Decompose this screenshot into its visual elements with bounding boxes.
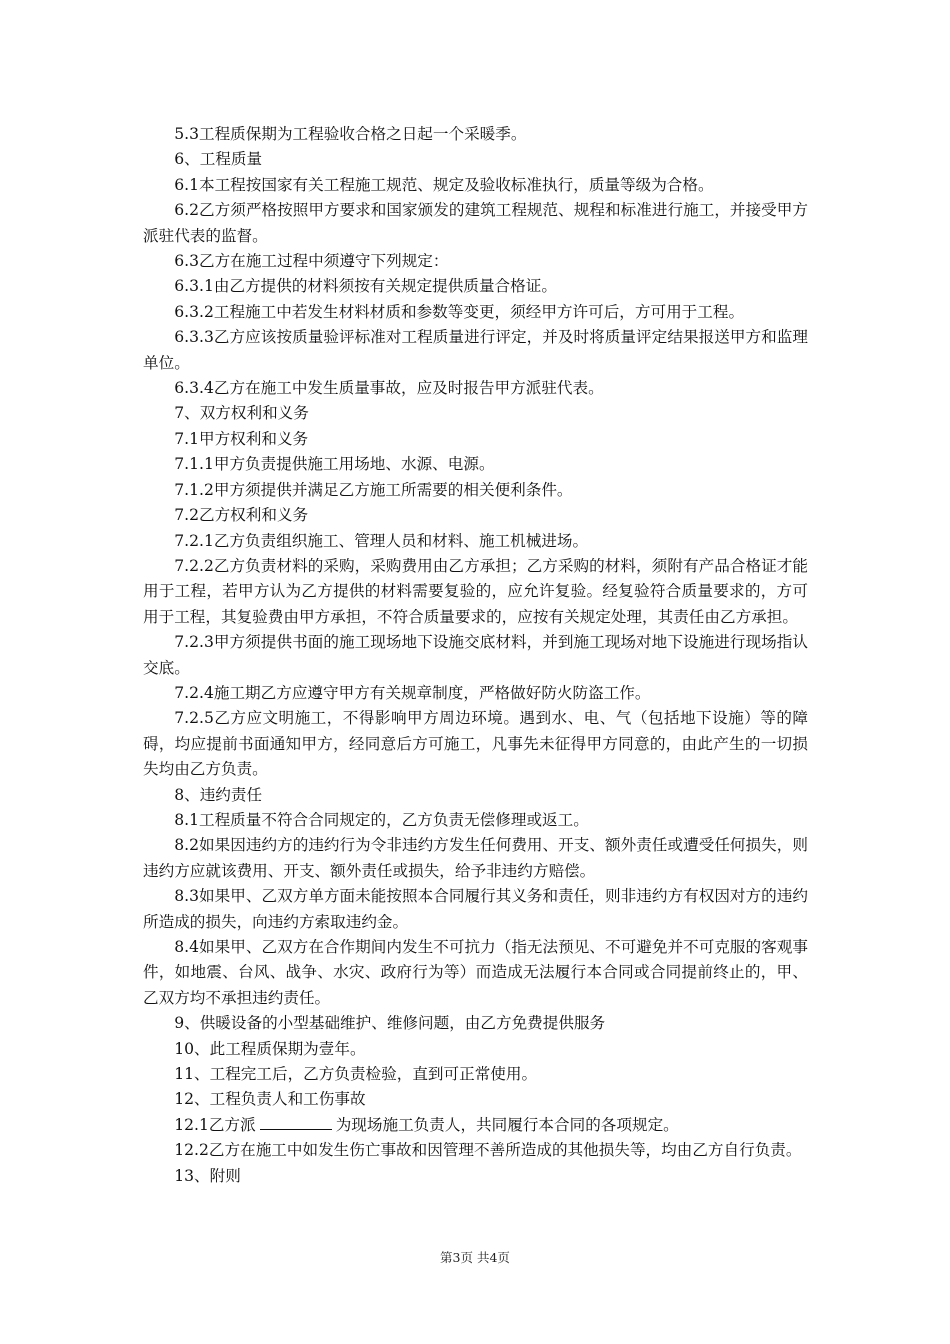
clause-7-2-2: 7.2.2乙方负责材料的采购，采购费用由乙方承担；乙方采购的材料，须附有产品合格证才能用于工程，若甲方认为乙方提供的材料需要复验的，应允许复验。经复验符合质量要求的，方可用于工程，其复验费由甲方承担，不符合质量要求的，应按有关规定处理，其责任由乙方承担。 [143, 556, 808, 626]
clause-6-3-3: 6.3.3乙方应该按质量验评标准对工程质量进行评定，并及时将质量评定结果报送甲方和监理单位。 [143, 328, 808, 372]
clause-10: 10、此工程质保期为壹年。 [174, 1039, 366, 1058]
clause-12-1 [143, 1113, 808, 1138]
clause-6-3-1: 6.3.1由乙方提供的材料须按有关规定提供质量合格证。 [174, 277, 557, 296]
clause-12-1-suffix: 为现场施工负责人，共同履行本合同的各项规定。 [335, 1115, 679, 1134]
clause-12-1-prefix: 12.1乙方派 [174, 1115, 256, 1134]
clause-8-2: 8.2如果因违约方的违约行为令非违约方发生任何费用、开支、额外责任或遭受任何损失，则违约方应就该费用、开支、额外责任或损失，给予非违约方赔偿。 [143, 836, 808, 880]
clause-8-3: 8.3如果甲、乙双方单方面未能按照本合同履行其义务和责任，则非违约方有权因对方的违约所造成的损失，向违约方索取违约金。 [143, 887, 808, 931]
clause-7-1-1: 7.1.1甲方负责提供施工用场地、水源、电源。 [174, 455, 495, 474]
clause-6-3-4: 6.3.4乙方在施工中发生质量事故，应及时报告甲方派驻代表。 [174, 379, 604, 398]
clause-5-3: 5.3工程质保期为工程验收合格之日起一个采暖季。 [174, 125, 527, 143]
clause-6-3: 6.3乙方在施工过程中须遵守下列规定： [174, 252, 449, 271]
contract-body [143, 122, 808, 1189]
responsible-person-blank [260, 1115, 332, 1130]
clause-9: 9、供暖设备的小型基础维护、维修问题，由乙方免费提供服务 [174, 1014, 606, 1033]
section-12-heading: 12、工程负责人和工伤事故 [174, 1090, 366, 1109]
clause-11: 11、工程完工后，乙方负责检验，直到可正常使用。 [174, 1065, 538, 1084]
section-13-heading: 13、附则 [174, 1166, 241, 1185]
clause-7-2: 7.2乙方权利和义务 [174, 506, 309, 525]
clause-6-2: 6.2乙方须严格按照甲方要求和国家颁发的建筑工程规范、规程和标准进行施工，并接受甲方派驻代表的监督。 [143, 201, 808, 245]
section-6-heading: 6、工程质量 [174, 150, 263, 169]
clause-6-3-2: 6.3.2工程施工中若发生材料材质和参数等变更，须经甲方许可后，方可用于工程。 [174, 302, 745, 321]
clause-8-1: 8.1工程质量不符合合同规定的，乙方负责无偿修理或返工。 [174, 810, 589, 829]
clause-7-2-1: 7.2.1乙方负责组织施工、管理人员和材料、施工机械进场。 [174, 531, 589, 550]
clause-6-1: 6.1本工程按国家有关工程施工规范、规定及验收标准执行，质量等级为合格。 [174, 175, 714, 194]
clause-12-2: 12.2乙方在施工中如发生伤亡事故和因管理不善所造成的其他损失等，均由乙方自行负责。 [174, 1141, 802, 1160]
clause-7-1: 7.1甲方权利和义务 [174, 429, 309, 448]
clause-7-2-5: 7.2.5乙方应文明施工，不得影响甲方周边环境。遇到水、电、气（包括地下设施）等的障碍，均应提前书面通知甲方，经同意后方可施工，凡事先未征得甲方同意的，由此产生的一切损失均由乙方负责。 [143, 709, 808, 779]
clause-8-4: 8.4如果甲、乙双方在合作期间内发生不可抗力（指无法预见、不可避免并不可克服的客观事件，如地震、台风、战争、水灾、政府行为等）而造成无法履行本合同或合同提前终止的，甲、乙双方均不承担违约责任。 [143, 938, 808, 1007]
clause-7-1-2: 7.1.2甲方须提供并满足乙方施工所需要的相关便利条件。 [174, 480, 573, 499]
section-8-heading: 8、违约责任 [174, 785, 263, 804]
section-7-heading: 7、双方权利和义务 [174, 404, 309, 423]
page-footer: 第3页 共4页 [440, 1250, 510, 1265]
clause-7-2-3: 7.2.3甲方须提供书面的施工现场地下设施交底材料，并到施工现场对地下设施进行现场指认交底。 [143, 633, 808, 677]
clause-7-2-4: 7.2.4施工期乙方应遵守甲方有关规章制度，严格做好防火防盗工作。 [174, 683, 651, 702]
